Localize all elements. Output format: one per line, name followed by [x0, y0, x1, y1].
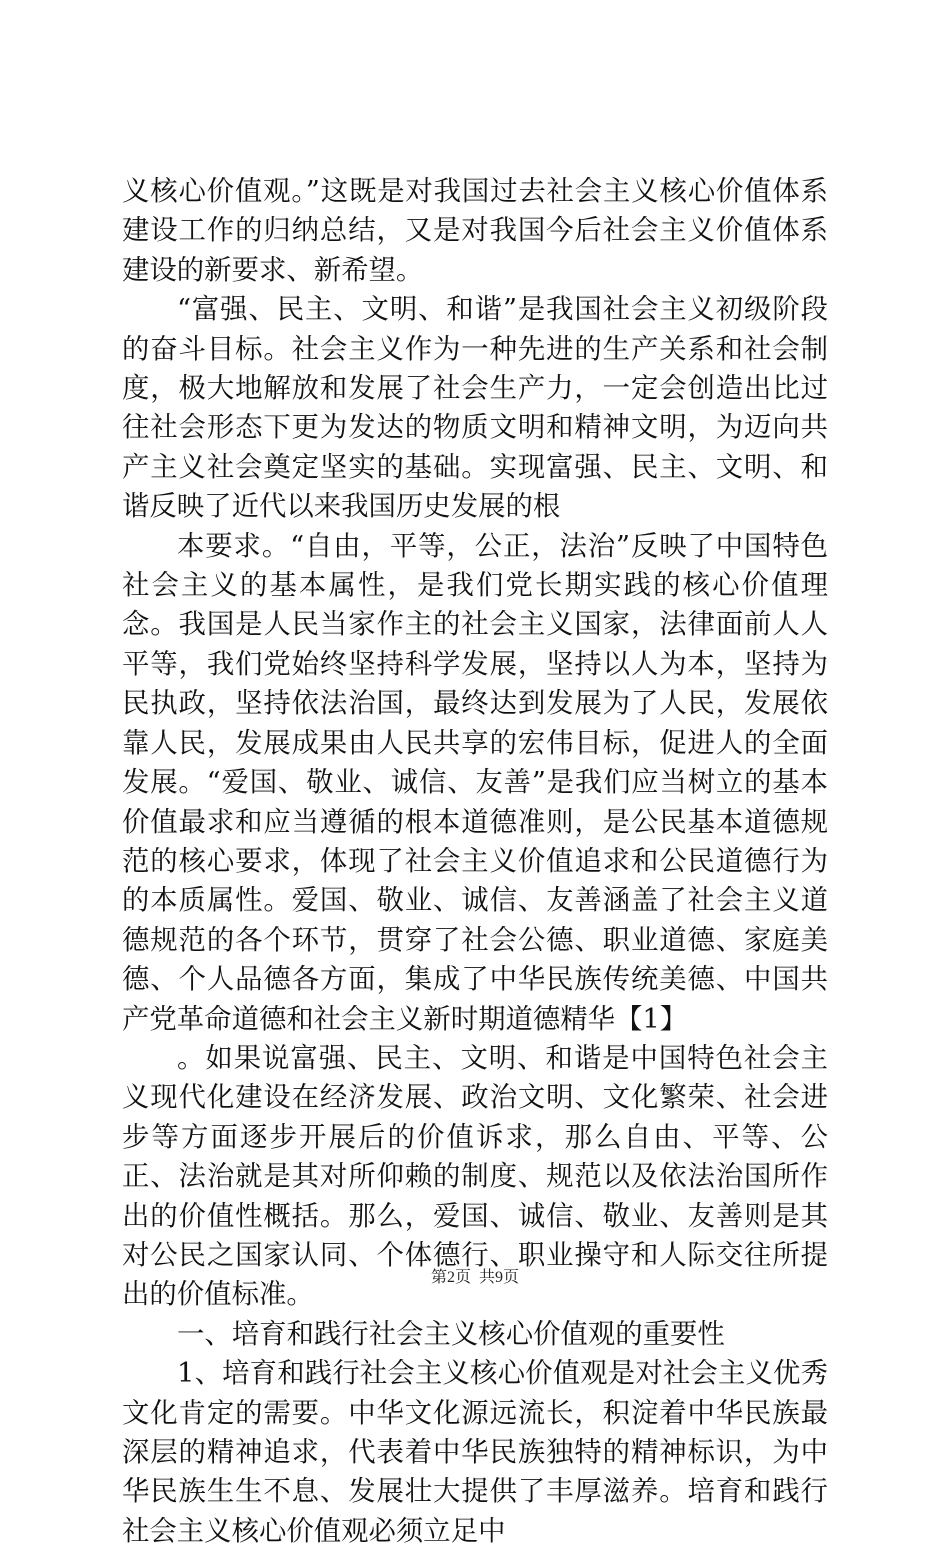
paragraph: 义核心价值观。”这既是对我国过去社会主义核心价值体系建设工作的归纳总结，又是对我国今后社会主义价值体系建设的新要求、新希望。 — [122, 176, 828, 286]
paragraph: 本要求。“自由，平等，公正，法治”反映了中国特色社会主义的基本属性，是我们党长期实践的核心价值理念。我国是人民当家作主的社会主义国家，法律面前人人平等，我们党始终坚持科学发展，坚持以人为本，坚持为民执政，坚持依法治国，最终达到发展为了人民，发展依靠人民，发展成果由人民共享的宏伟目标，促进人的全面发展。“爱国、敬业、诚信、友善”是我们应当树立的基本价值最求和应当遵循的根本道德准则，是公民基本道德规范的核心要求，体现了社会主义价值追求和公民道德行为的本质属性。爱国、敬业、诚信、友善涵盖了社会主义道德规范的各个环节，贯穿了社会公德、职业道德、家庭美德、个人品德各方面，集成了中华民族传统美德、中国共产党革命道德和社会主义新时期道德精华【1】 — [122, 530, 828, 1035]
paragraph: 。如果说富强、民主、文明、和谐是中国特色社会主义现代化建设在经济发展、政治文明、文化繁荣、社会进步等方面逐步开展后的价值诉求，那么自由、平等、公正、法治就是其对所仰赖的制度、规范以及依法治国所作出的价值性概括。那么，爱国、诚信、敬业、友善则是其对公民之国家认同、个体德行、职业操守和人际交往所提出的价值标准。 — [122, 1042, 828, 1311]
paragraph: 1、培育和践行社会主义核心价值观是对社会主义优秀文化肯定的需要。中华文化源远流长，积淀着中华民族最深层的精神追求，代表着中华民族独特的精神标识，为中华民族生生不息、发展壮大提供了丰厚滋养。培育和践行社会主义核心价值观必须立足中 — [122, 1358, 828, 1547]
document-body — [122, 172, 828, 1551]
page-number-label: 第2页 共9页 — [430, 1269, 519, 1286]
page-footer — [0, 1268, 950, 1288]
paragraph: “富强、民主、文明、和谐”是我国社会主义初级阶段的奋斗目标。社会主义作为一种先进的生产关系和社会制度，极大地解放和发展了社会生产力，一定会创造出比过往社会形态下更为发达的物质文明和精神文明，为迈向共产主义社会奠定坚实的基础。实现富强、民主、文明、和谐反映了近代以来我国历史发展的根 — [122, 294, 828, 523]
section-heading: 一、培育和践行社会主义核心价值观的重要性 — [177, 1318, 725, 1350]
